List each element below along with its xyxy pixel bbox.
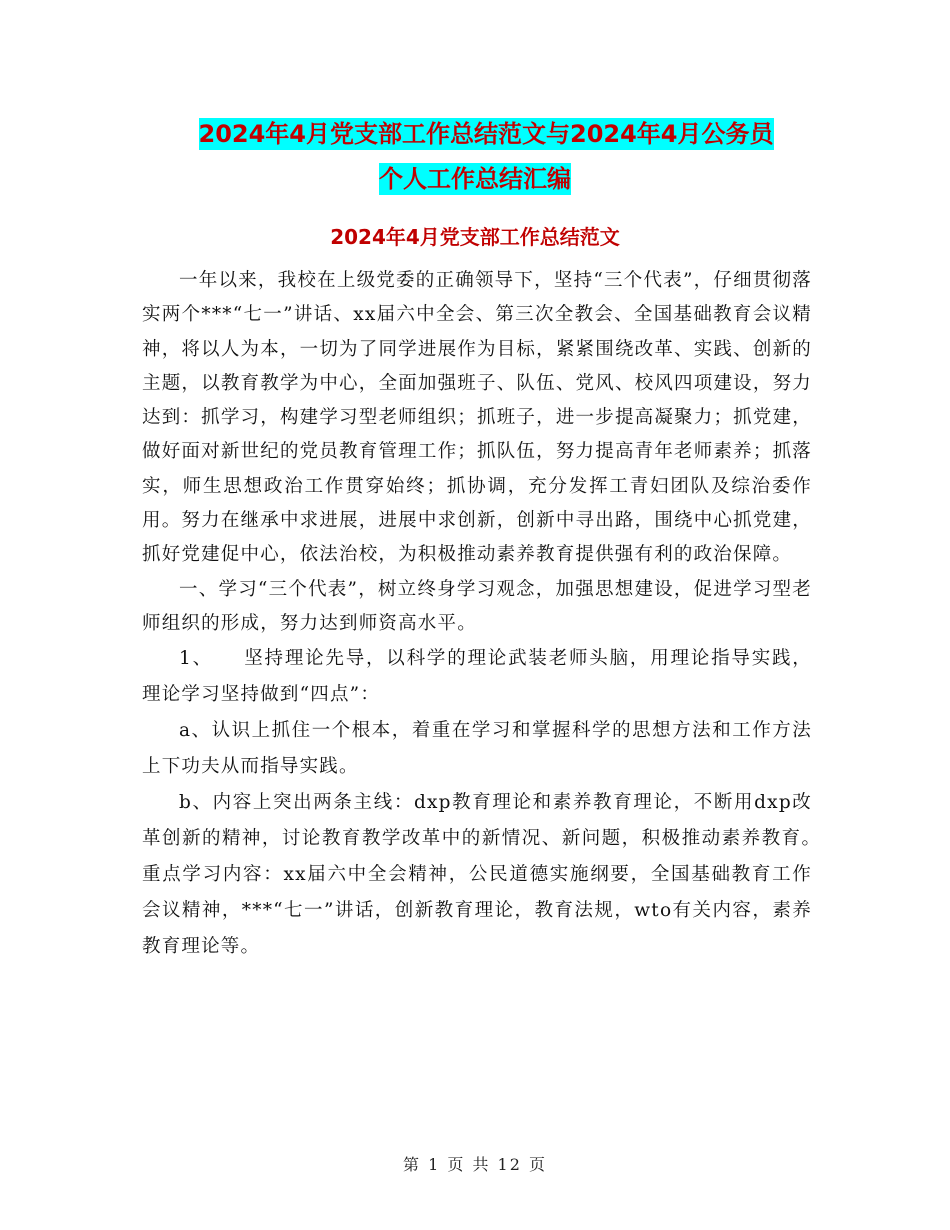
document-body: [142, 264, 852, 965]
paragraph-intro: 一年以来，我校在上级党委的正确领导下，坚持“三个代表”，仔细贯彻落实两个***“七一”讲话、xx届六中全会、第三次全教会、全国基础教育会议精神，将以人为本，一切为了同学进展作为目标，紧紧围绕改革、实践、创新的主题，以教育教学为中心，全面加强班子、队伍、党风、校风四项建设，努力达到：抓学习，构建学习型老师组织；抓班子，进一步提高凝聚力；抓党建，做好面对新世纪的党员教育管理工作；抓队伍，努力提高青年老师素养；抓落实，师生思想政治工作贯穿始终；抓协调，充分发挥工青妇团队及综治委作用。努力在继承中求进展，进展中求创新，创新中寻出路，围绕中心抓党建，抓好党建促中心，依法治校，为积极推动素养教育提供强有利的政治保障。: [142, 270, 812, 566]
page-number: 第 1 页 共 12 页: [403, 1155, 547, 1174]
document-title-line1: 2024年4月党支部工作总结范文与2024年4月公务员: [198, 120, 774, 148]
section-title: 2024年4月党支部工作总结范文: [330, 225, 620, 249]
paragraph-item-1: 1、 坚持理论先导，以科学的理论武装老师头脑，用理论指导实践，理论学习坚持做到“四点”：: [142, 648, 812, 706]
document-title: [0, 112, 950, 202]
paragraph-item-a: a、认识上抓住一个根本，着重在学习和掌握科学的思想方法和工作方法上下功夫从而指导实践。: [142, 720, 812, 778]
paragraph-item-b: b、内容上突出两条主线：dxp教育理论和素养教育理论，不断用dxp改革创新的精神，讨论教育教学改革中的新情况、新问题，积极推动素养教育。 重点学习内容：xx届六中全会精神，公民道德实施纲要，全国基础教育工作会议精神，***“七一”讲话，创新教育理论，教育法规，wto有关内容，素养教育理论等。: [142, 792, 852, 958]
paragraph-section-one: 一、学习“三个代表”，树立终身学习观念，加强思想建设，促进学习型老师组织的形成，努力达到师资高水平。: [142, 578, 812, 634]
document-title-line2: 个人工作总结汇编: [379, 165, 571, 193]
